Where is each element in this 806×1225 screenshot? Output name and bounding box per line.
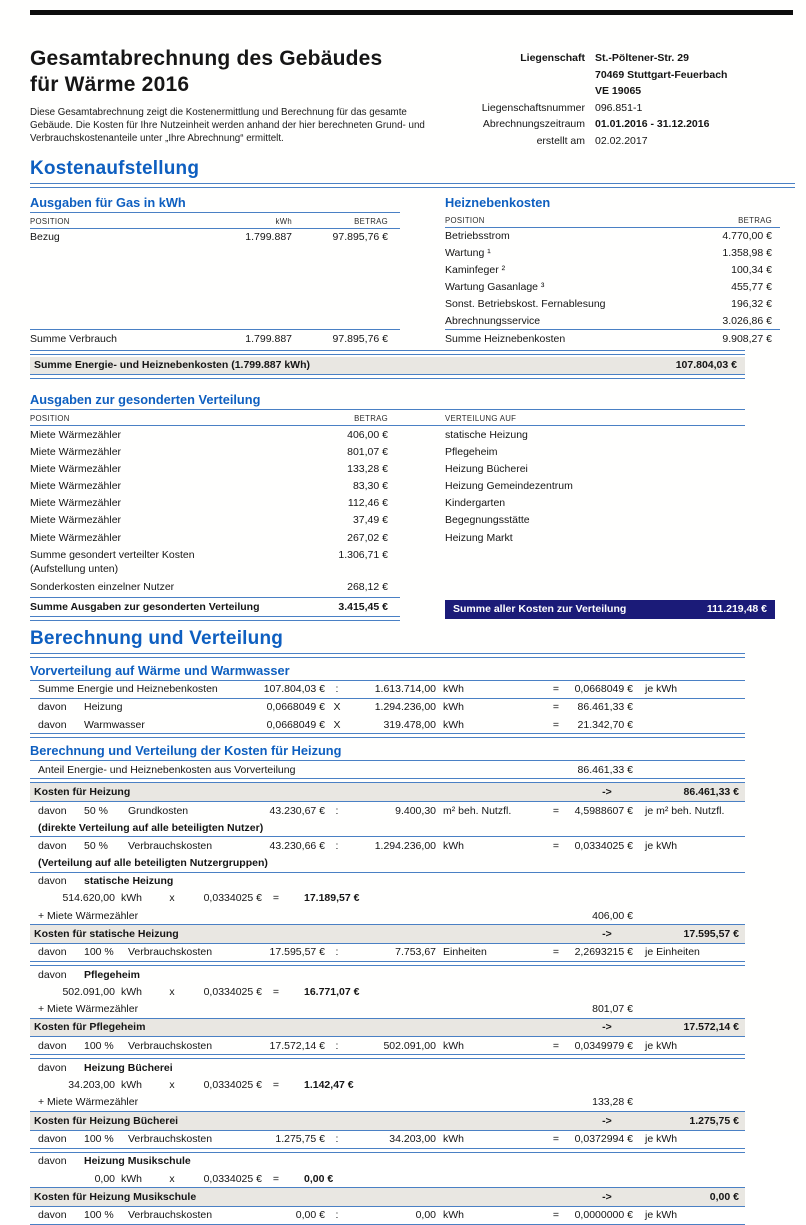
cell-position: Miete Wärmezähler xyxy=(30,531,122,544)
user-group-block xyxy=(30,873,795,966)
kosten-label: Kosten für Heizung xyxy=(34,786,131,799)
calc-result: 2,2693215 € xyxy=(574,946,633,959)
calc-unit: kWh xyxy=(443,683,464,696)
cell-verteilung: Heizung Gemeindezentrum xyxy=(445,480,573,493)
meta-value: 70469 Stuttgart-Feuerbach xyxy=(595,68,728,81)
calc-operator: x xyxy=(169,1079,175,1092)
calc-value2: 9.400,30 xyxy=(395,804,436,817)
calc-row xyxy=(30,944,745,961)
cell-betrag: 455,77 € xyxy=(731,281,772,294)
group-name: statische Heizung xyxy=(84,875,174,888)
calc-operator: : xyxy=(335,1133,339,1146)
calc-value1: 0,00 € xyxy=(295,1209,325,1222)
divider xyxy=(30,616,400,621)
miete-value: 133,28 € xyxy=(592,1096,633,1109)
table-row xyxy=(30,529,795,546)
davon-prefix: davon xyxy=(38,875,67,888)
cell-betrag: 97.895,76 € xyxy=(332,231,388,244)
calc-unit: kWh xyxy=(443,718,464,731)
total-label: Summe Ausgaben zur gesonderten Verteilung xyxy=(30,600,260,613)
percent-share: 50 % xyxy=(84,839,108,852)
sum-betrag: 1.306,71 € xyxy=(338,548,388,561)
distribution-note: (Verteilung auf alle beteiligten Nutzergruppen) xyxy=(38,857,268,870)
total-label: Summe Energie- und Heiznebenkosten (1.799.887 kWh) xyxy=(34,359,310,372)
gas-table-heading: Ausgaben für Gas in kWh xyxy=(30,194,186,210)
group-calc-row xyxy=(30,983,745,1000)
kosten-value: 1.275,75 € xyxy=(689,1114,739,1127)
group-calc-row xyxy=(30,890,745,907)
cell-position: Abrechnungsservice xyxy=(445,315,541,328)
gas-table-header xyxy=(30,213,400,228)
calc-unit: kWh xyxy=(121,985,142,998)
cell-position: Bezug xyxy=(30,231,60,244)
calc-result: 4,5988607 € xyxy=(574,804,633,817)
calc-row xyxy=(30,716,745,733)
calc-label: Grundkosten xyxy=(128,804,189,817)
percent-share: 100 % xyxy=(84,1209,114,1222)
page-title-line2: für Wärme 2016 xyxy=(30,73,190,96)
calc-value2: 1.294.236,00 xyxy=(374,839,436,852)
table-row xyxy=(445,312,780,329)
calc-equals: = xyxy=(552,804,560,817)
calc-value1: 17.572,14 € xyxy=(269,1039,325,1052)
page-title xyxy=(30,46,438,98)
calc-operator: x xyxy=(169,892,175,905)
miete-row xyxy=(30,1094,745,1111)
cell-betrag: 3.026,86 € xyxy=(722,315,772,328)
cell-position: Miete Wärmezähler xyxy=(30,428,122,441)
calc-value2: 502.091,00 xyxy=(383,1039,436,1052)
nebenkosten-table xyxy=(445,190,780,348)
table-row xyxy=(30,426,795,443)
calc-row xyxy=(30,699,745,716)
cell-position: Miete Wärmezähler xyxy=(30,497,122,510)
kosten-band xyxy=(30,783,745,801)
calc-label: Verbrauchskosten xyxy=(128,946,213,959)
calc-unit: kWh xyxy=(443,1039,464,1052)
user-group-block xyxy=(30,1153,795,1225)
group-header xyxy=(30,1059,745,1076)
cell-betrag: 1.358,98 € xyxy=(722,247,772,260)
calc-per-unit: je kWh xyxy=(645,1039,678,1052)
cell-betrag: 406,00 € xyxy=(347,428,388,441)
davon-prefix: davon xyxy=(38,1209,67,1222)
page-title-line1: Gesamtabrechnung des Gebäudes xyxy=(30,47,383,70)
calc-operator: : xyxy=(335,683,339,696)
davon-prefix: davon xyxy=(38,804,67,817)
banner-label: Summe aller Kosten zur Verteilung xyxy=(453,603,627,616)
calc-equals: = xyxy=(552,839,560,852)
group-name: Pflegeheim xyxy=(84,968,141,981)
kosten-value: 17.595,57 € xyxy=(683,928,739,941)
calc-amount: 0,00 xyxy=(94,1172,115,1185)
davon-prefix: davon xyxy=(38,1155,67,1168)
table-row xyxy=(30,512,795,529)
calc-result: 16.771,07 € xyxy=(304,985,360,998)
cell-betrag: 267,02 € xyxy=(347,531,388,544)
meta-label: Liegenschaftsnummer xyxy=(481,101,585,114)
sum-betrag: 97.895,76 € xyxy=(332,333,388,346)
calc-operator: : xyxy=(335,804,339,817)
calc-per-unit: je Einheiten xyxy=(645,946,700,959)
section-heading-kostenaufstellung: Kostenaufstellung xyxy=(30,157,200,179)
meta-value: VE 19065 xyxy=(595,85,642,97)
table-row xyxy=(30,495,795,512)
kosten-value: 0,00 € xyxy=(709,1190,739,1203)
calc-unit: kWh xyxy=(443,839,464,852)
cell-verteilung: Heizung Markt xyxy=(445,531,513,544)
nebenkosten-header xyxy=(445,212,780,227)
calc-rate: 0,0334025 € xyxy=(203,1172,262,1185)
calc-label: Verbrauchskosten xyxy=(128,1039,213,1052)
cell-betrag: 4.770,00 € xyxy=(722,230,772,243)
calc-equals: = xyxy=(552,718,560,731)
arrow-glyph: -> xyxy=(602,1021,612,1034)
calc-unit: m² beh. Nutzfl. xyxy=(443,804,512,817)
calc-equals: = xyxy=(272,1172,280,1185)
calc-operator: x xyxy=(169,985,175,998)
sum-kwh: 1.799.887 xyxy=(245,333,292,346)
meta-label: Liegenschaft xyxy=(520,52,585,64)
table-row xyxy=(30,578,795,595)
group-header xyxy=(30,966,745,983)
cell-betrag: 83,30 € xyxy=(352,480,388,493)
anteil-value: 86.461,33 € xyxy=(577,763,633,776)
calc-result: 0,0349979 € xyxy=(574,1039,633,1052)
calc-value1: 1.275,75 € xyxy=(275,1133,325,1146)
meta-label: Abrechnungszeitraum xyxy=(482,118,585,130)
table-row xyxy=(30,460,795,477)
calc-value1: 0,0668049 € xyxy=(266,701,325,714)
meta-label xyxy=(452,85,585,97)
calc-unit: kWh xyxy=(443,1209,464,1222)
gesondert-header xyxy=(30,410,795,425)
calc-result: 1.142,47 € xyxy=(304,1079,354,1092)
table-row xyxy=(30,546,795,563)
calc-equals: = xyxy=(552,683,560,696)
miete-row xyxy=(30,907,745,924)
top-rule xyxy=(30,10,793,15)
calc-value2: 319.478,00 xyxy=(383,718,436,731)
calc-per-unit: je kWh xyxy=(645,1209,678,1222)
sum-label: Summe gesondert verteilter Kosten xyxy=(30,548,195,561)
meta-value: 02.02.2017 xyxy=(595,134,648,147)
calc-label: Verbrauchskosten xyxy=(128,1133,213,1146)
kosten-value: 86.461,33 € xyxy=(683,786,739,799)
calc-result: 0,0372994 € xyxy=(574,1133,633,1146)
column-header-kwh: kWh xyxy=(275,216,292,226)
meta-label: erstellt am xyxy=(536,134,585,147)
intro-text: Diese Gesamtabrechnung zeigt die Kostenermittlung und Berechnung für das gesamte Gebäude. Die Kosten für Ihre Nutzeinheit werden anhand der hier berechneten Grund- und Verbrauchskostenanteile unter „Ihre Abrechnung“ ermittelt. xyxy=(30,107,425,144)
calc-label: Summe Energie und Heiznebenkosten xyxy=(38,683,218,696)
calc-value2: 7.753,67 xyxy=(395,946,436,959)
calc-amount: 514.620,00 xyxy=(62,892,115,905)
calc-value1: 43.230,67 € xyxy=(269,804,325,817)
arrow-glyph: -> xyxy=(602,786,612,799)
banner-betrag: 111.219,48 € xyxy=(706,603,767,616)
calc-result: 0,0668049 € xyxy=(574,683,633,696)
calc-unit: kWh xyxy=(443,701,464,714)
group-header xyxy=(30,873,745,890)
cell-verteilung: statische Heizung xyxy=(445,428,528,441)
calc-value1: 43.230,66 € xyxy=(269,839,325,852)
calc-row xyxy=(30,802,745,819)
calc-row xyxy=(30,1207,745,1224)
calc-row xyxy=(30,681,745,698)
percent-share: 100 % xyxy=(84,1039,114,1052)
group-name: Heizung Musikschule xyxy=(84,1155,191,1168)
calc-equals: = xyxy=(272,1079,280,1092)
table-row xyxy=(445,278,780,295)
column-header-position: POSITION xyxy=(30,216,70,226)
davon-prefix: davon xyxy=(38,1039,67,1052)
calc-label: Verbrauchskosten xyxy=(128,1209,213,1222)
calc-rate: 0,0334025 € xyxy=(203,892,262,905)
davon-prefix: davon xyxy=(38,718,67,731)
meta-value: 096.851-1 xyxy=(595,101,643,114)
calc-rate: 0,0334025 € xyxy=(203,1079,262,1092)
vorverteilung-heading: Vorverteilung auf Wärme und Warmwasser xyxy=(30,662,290,678)
kosten-band xyxy=(30,1112,745,1130)
calc-result: 21.342,70 € xyxy=(577,718,633,731)
calc-operator: : xyxy=(335,1039,339,1052)
sum-betrag: 9.908,27 € xyxy=(722,333,772,346)
cell-betrag: 100,34 € xyxy=(731,264,772,277)
calc-amount: 502.091,00 xyxy=(62,985,115,998)
cell-betrag: 133,28 € xyxy=(347,462,388,475)
table-row xyxy=(445,295,780,312)
kosten-label: Kosten für Heizung Bücherei xyxy=(34,1114,179,1127)
column-header-position: POSITION xyxy=(445,215,485,225)
calc-operator: : xyxy=(335,1209,339,1222)
nebenkosten-heading: Heiznebenkosten xyxy=(445,194,551,210)
cost-tables xyxy=(30,190,795,348)
column-header-verteilung: VERTEILUNG AUF xyxy=(445,413,517,423)
calc-value1: 107.804,03 € xyxy=(263,683,325,696)
table-row xyxy=(30,477,795,494)
calc-unit: Einheiten xyxy=(443,946,487,959)
cell-position: Wartung Gasanlage ³ xyxy=(445,281,545,294)
calc-result: 0,0334025 € xyxy=(574,839,633,852)
percent-share: 50 % xyxy=(84,804,108,817)
sum-label: Summe Heiznebenkosten xyxy=(445,333,566,346)
calc-value1: 17.595,57 € xyxy=(269,946,325,959)
cell-position: Miete Wärmezähler xyxy=(30,462,122,475)
cell-position: Miete Wärmezähler xyxy=(30,445,122,458)
table-row xyxy=(445,244,780,261)
calc-unit: kWh xyxy=(443,1133,464,1146)
cell-position: Sonderkosten einzelner Nutzer xyxy=(30,581,175,593)
miete-label: + Miete Wärmezähler xyxy=(38,1003,139,1015)
calc-operator: : xyxy=(335,839,339,852)
cell-verteilung: Begegnungsstätte xyxy=(445,514,530,527)
miete-value: 406,00 € xyxy=(592,909,633,922)
gas-table xyxy=(30,190,400,348)
calc-operator: : xyxy=(335,946,339,959)
calc-equals: = xyxy=(552,1039,560,1052)
calc-equals: = xyxy=(552,1133,560,1146)
gesondert-total-row xyxy=(30,597,400,621)
table-row xyxy=(445,261,780,278)
cell-position: Miete Wärmezähler xyxy=(30,514,122,527)
calc-value1: 0,0668049 € xyxy=(266,718,325,731)
cell-kwh: 1.799.887 xyxy=(245,231,292,244)
table-row xyxy=(30,229,400,246)
property-meta xyxy=(452,46,727,147)
total-distribution-banner xyxy=(445,600,775,619)
divider xyxy=(30,183,795,188)
cell-verteilung: Heizung Bücherei xyxy=(445,462,528,475)
gesondert-total-area xyxy=(30,597,795,621)
user-group-block xyxy=(30,1059,795,1152)
meta-value: St.-Pöltener-Str. 29 xyxy=(595,52,689,64)
calc-amount: 34.203,00 xyxy=(68,1079,115,1092)
calc-result: 86.461,33 € xyxy=(577,701,633,714)
meta-value: 01.01.2016 - 31.12.2016 xyxy=(595,118,710,130)
cell-position: Miete Wärmezähler xyxy=(30,480,122,493)
divider xyxy=(30,374,745,379)
calc-equals: = xyxy=(552,946,560,959)
gesondert-heading: Ausgaben zur gesonderten Verteilung xyxy=(30,391,261,407)
calc-unit: kWh xyxy=(121,892,142,905)
miete-label: + Miete Wärmezähler xyxy=(38,1096,139,1109)
cell-position: Betriebsstrom xyxy=(445,230,510,243)
group-name: Heizung Bücherei xyxy=(84,1061,173,1074)
calc-result: 0,0000000 € xyxy=(574,1209,633,1222)
cell-verteilung: Kindergarten xyxy=(445,497,506,510)
column-header-betrag: BETRAG xyxy=(354,413,388,423)
calc-per-unit: je kWh xyxy=(645,1133,678,1146)
arrow-glyph: -> xyxy=(602,1190,612,1203)
kosten-value: 17.572,14 € xyxy=(683,1021,739,1034)
kosten-label: Kosten für Heizung Musikschule xyxy=(34,1190,197,1203)
column-header-betrag: BETRAG xyxy=(738,215,772,225)
calc-label: Verbrauchskosten xyxy=(128,839,213,852)
calc-equals: = xyxy=(272,892,280,905)
calc-per-unit: je m² beh. Nutzfl. xyxy=(645,804,725,817)
cell-position: Kaminfeger ² xyxy=(445,264,506,277)
calc-rate: 0,0334025 € xyxy=(203,985,262,998)
calc-unit: kWh xyxy=(121,1079,142,1092)
meta-label xyxy=(452,69,585,81)
kosten-band xyxy=(30,1188,745,1206)
cell-betrag: 112,46 € xyxy=(347,497,388,510)
davon-prefix: davon xyxy=(38,1061,67,1074)
calc-result: 17.189,57 € xyxy=(304,892,360,905)
energy-total-band xyxy=(30,357,745,374)
miete-value: 801,07 € xyxy=(592,1003,633,1015)
calc-value2: 1.294.236,00 xyxy=(374,701,436,714)
calc-operator: X xyxy=(333,718,341,731)
section-heading-berechnung: Berechnung und Verteilung xyxy=(30,627,284,649)
kosten-band xyxy=(30,1019,745,1037)
column-header-betrag: BETRAG xyxy=(354,216,388,226)
cell-betrag: 196,32 € xyxy=(731,298,772,311)
davon-prefix: davon xyxy=(38,968,67,981)
cell-betrag: 268,12 € xyxy=(347,581,388,593)
kosten-label: Kosten für statische Heizung xyxy=(34,928,179,941)
calc-label: Warmwasser xyxy=(84,718,145,731)
calc-equals: = xyxy=(272,985,280,998)
sum-label: Summe Verbrauch xyxy=(30,333,117,346)
percent-share: 100 % xyxy=(84,1133,114,1146)
calc-value2: 1.613.714,00 xyxy=(374,683,436,696)
miete-row xyxy=(30,1000,745,1017)
davon-prefix: davon xyxy=(38,946,67,959)
calc-unit: kWh xyxy=(121,1172,142,1185)
calc-operator: X xyxy=(333,701,341,714)
cell-position: Sonst. Betriebskost. Fernablesung xyxy=(445,298,606,311)
group-header xyxy=(30,1153,745,1170)
calc-label: Heizung xyxy=(84,701,123,714)
anteil-row xyxy=(30,761,745,778)
calc-row xyxy=(30,1131,745,1148)
davon-prefix: davon xyxy=(38,1133,67,1146)
table-row xyxy=(30,443,795,460)
calc-per-unit: je kWh xyxy=(645,839,678,852)
calc-equals: = xyxy=(552,701,560,714)
calc-result: 0,00 € xyxy=(304,1172,334,1185)
group-calc-row xyxy=(30,1077,745,1094)
total-betrag: 107.804,03 € xyxy=(675,359,737,372)
table-row xyxy=(445,228,780,245)
cell-betrag: 801,07 € xyxy=(347,445,388,458)
davon-prefix: davon xyxy=(38,839,67,852)
arrow-glyph: -> xyxy=(602,1114,612,1127)
kosten-band xyxy=(30,925,745,943)
cell-verteilung: Pflegeheim xyxy=(445,445,498,458)
user-group-block xyxy=(30,966,795,1059)
heizkosten-heading: Berechnung und Verteilung der Kosten für Heizung xyxy=(30,743,342,759)
davon-prefix: davon xyxy=(38,701,67,714)
percent-share: 100 % xyxy=(84,946,114,959)
document-header xyxy=(30,46,795,147)
arrow-glyph: -> xyxy=(602,928,612,941)
gas-sum-row xyxy=(30,330,400,348)
cell-betrag: 37,49 € xyxy=(352,514,388,527)
kosten-label: Kosten für Pflegeheim xyxy=(34,1021,146,1034)
calc-row xyxy=(30,837,745,854)
calc-value2: 34.203,00 xyxy=(389,1133,436,1146)
cell-position: Wartung ¹ xyxy=(445,247,491,260)
nebenkosten-sum-row xyxy=(445,330,780,348)
calc-value2: 0,00 xyxy=(415,1209,436,1222)
column-header-position: POSITION xyxy=(30,413,70,423)
calc-equals: = xyxy=(552,1209,560,1222)
anteil-label: Anteil Energie- und Heiznebenkosten aus Vorverteilung xyxy=(38,763,296,776)
total-betrag: 3.415,45 € xyxy=(338,600,388,613)
sum-note: (Aufstellung unten) xyxy=(30,563,119,576)
calc-operator: x xyxy=(169,1172,175,1185)
distribution-note: (direkte Verteilung auf alle beteiligten Nutzer) xyxy=(38,821,264,834)
calc-row xyxy=(30,1037,745,1054)
calc-per-unit: je kWh xyxy=(645,683,678,696)
divider xyxy=(30,350,745,355)
group-calc-row xyxy=(30,1170,745,1187)
miete-label: + Miete Wärmezähler xyxy=(38,909,139,922)
